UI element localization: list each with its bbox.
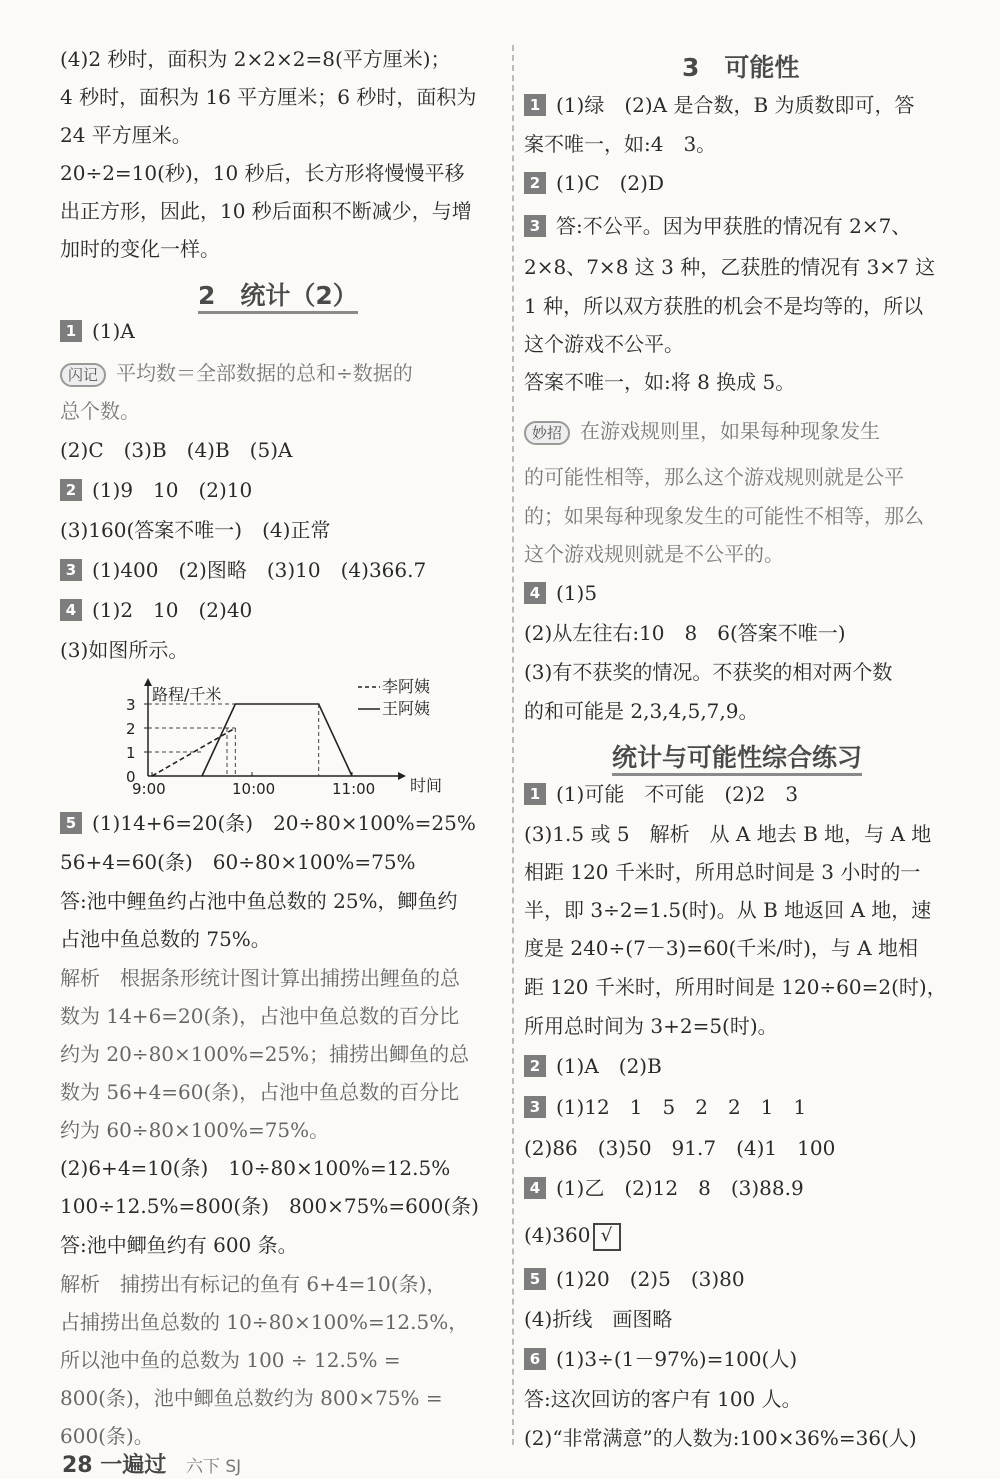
tip-badge: 妙招 — [524, 421, 570, 445]
question-number: 1 — [524, 783, 546, 805]
text-line: 半，即 3÷2=1.5(时)。从 B 地返回 A 地，速 — [524, 898, 932, 922]
analysis-line: 所以池中鱼的总数为 100 ÷ 12.5% = — [60, 1348, 401, 1372]
question-3: 3 (1)400 (2)图略 (3)10 (4)366.7 — [60, 557, 426, 583]
analysis-line: 数为 56+4=60(条)，占池中鱼总数的百分比 — [60, 1080, 460, 1104]
legend-label: 李阿姨 — [382, 677, 431, 696]
question-4: 4 (1)乙 (2)12 8 (3)88.9 — [524, 1175, 804, 1201]
analysis-line: 解析 根据条形统计图计算出捕捞出鲤鱼的总 — [60, 966, 460, 990]
text-line: (2)“非常满意”的人数为:100×36%=36(人) — [524, 1426, 917, 1450]
question-4: 4 (1)5 — [524, 580, 597, 606]
text-line: 2×8、7×8 这 3 种，乙获胜的情况有 3×7 这 — [524, 255, 936, 279]
question-number: 6 — [524, 1348, 546, 1370]
question-4: 4 (1)2 10 (2)40 — [60, 597, 252, 623]
text-line: 答:池中鲫鱼约有 600 条。 — [60, 1233, 298, 1257]
section-title: 统计与可能性综合练习 — [612, 738, 862, 774]
text-line: 56+4=60(条) 60÷80×100%=75% — [60, 850, 416, 874]
text-line: (2)6+4=10(条) 10÷80×100%=12.5% — [60, 1156, 451, 1180]
question-number: 4 — [524, 582, 546, 604]
question-2: 2 (1)A (2)B — [524, 1053, 662, 1079]
text-line: 所用总时间为 3+2=5(时)。 — [524, 1014, 778, 1038]
text-line: (4)360 √ — [524, 1222, 621, 1251]
column-divider — [512, 45, 514, 1445]
analysis-line: 解析 捕捞出有标记的鱼有 6+4=10(条)， — [60, 1272, 447, 1296]
page-number: 28 — [62, 1453, 93, 1478]
text-line: 加时的变化一样。 — [60, 237, 220, 261]
question-3: 3 答:不公平。因为甲获胜的情况有 2×7、 — [524, 213, 911, 239]
text-line: (2)从左往右:10 8 6(答案不唯一) — [524, 621, 846, 645]
legend-label: 王阿姨 — [382, 699, 431, 718]
tip-line: 闪记 平均数＝全部数据的总和÷数据的 — [60, 360, 413, 387]
question-number: 5 — [60, 812, 82, 834]
text-line: 案不唯一，如:4 3。 — [524, 132, 717, 156]
page-footer — [62, 1448, 241, 1479]
tip-line: 这个游戏规则就是不公平的。 — [524, 542, 784, 566]
question-1: 1 (1)A — [60, 318, 135, 344]
y-tick-label: 3 — [126, 696, 136, 714]
analysis-line: 数为 14+6=20(条)，占池中鱼总数的百分比 — [60, 1004, 460, 1028]
y-tick-label: 1 — [126, 744, 136, 762]
text-line: 20÷2=10(秒)，10 秒后，长方形将慢慢平移 — [60, 161, 465, 185]
question-2: 2 (1)C (2)D — [524, 170, 664, 196]
brand-name: 一遍过 — [100, 1453, 167, 1478]
question-1: 1 (1)绿 (2)A 是合数，B 为质数即可，答 — [524, 92, 915, 118]
question-2: 2 (1)9 10 (2)10 — [60, 477, 252, 503]
question-number: 2 — [524, 172, 546, 194]
x-tick-label: 10:00 — [232, 780, 276, 798]
edition-label: 六下 SJ — [185, 1457, 242, 1477]
text-line: 答案不唯一，如:将 8 换成 5。 — [524, 370, 796, 394]
question-number: 3 — [524, 215, 546, 237]
section-title: 3 可能性 — [682, 53, 800, 82]
x-axis-arrow — [398, 772, 406, 780]
question-number: 2 — [524, 1055, 546, 1077]
question-number: 5 — [524, 1268, 546, 1290]
text-line: (2)C (3)B (4)B (5)A — [60, 438, 293, 462]
x-tick-label: 9:00 — [132, 780, 166, 798]
text-line: 1 种，所以双方获胜的机会不是均等的，所以 — [524, 294, 924, 318]
tip-line: 总个数。 — [60, 399, 140, 423]
question-1: 1 (1)可能 不可能 (2)2 3 — [524, 781, 798, 807]
question-number: 4 — [60, 599, 82, 621]
text-line: 答:这次回访的客户有 100 人。 — [524, 1387, 802, 1411]
question-3: 3 (1)12 1 5 2 2 1 1 — [524, 1094, 806, 1120]
tip-line: 妙招 在游戏规则里，如果每种现象发生 — [524, 418, 880, 445]
analysis-line: 600(条)。 — [60, 1424, 154, 1448]
analysis-line: 约为 20÷80×100%=25%；捕捞出鲫鱼的总 — [60, 1042, 470, 1066]
x-axis-label: 时间 — [410, 776, 443, 795]
y-tick-label: 0 — [126, 768, 136, 786]
tip-line: 的可能性相等，那么这个游戏规则就是公平 — [524, 465, 904, 489]
question-6: 6 (1)3÷(1－97%)=100(人) — [524, 1346, 797, 1372]
text-line: (3)有不获奖的情况。不获奖的相对两个数 — [524, 660, 893, 684]
text-line: 答:池中鲤鱼约占池中鱼总数的 25%，鲫鱼约 — [60, 889, 458, 913]
question-number: 1 — [524, 94, 546, 116]
y-tick-label: 2 — [126, 720, 136, 738]
x-tick-label: 11:00 — [332, 780, 376, 798]
question-number: 2 — [60, 479, 82, 501]
series-line-王阿姨 — [202, 704, 352, 776]
y-axis-label: 路程/千米 — [152, 685, 222, 704]
text-line: (2)86 (3)50 91.7 (4)1 100 — [524, 1136, 836, 1160]
text-line: (3)1.5 或 5 解析 从 A 地去 B 地，与 A 地 — [524, 822, 932, 846]
distance-time-chart — [112, 676, 452, 806]
question-number: 4 — [524, 1177, 546, 1199]
text-line: 4 秒时，面积为 16 平方厘米；6 秒时，面积为 — [60, 85, 477, 109]
analysis-line: 占捕捞出鱼总数的 10÷80×100%=12.5%， — [60, 1310, 469, 1334]
text-line: 的和可能是 2,3,4,5,7,9。 — [524, 699, 759, 723]
text-line: 24 平方厘米。 — [60, 123, 192, 147]
text-line: (3)如图所示。 — [60, 638, 189, 662]
text-line: (4)2 秒时，面积为 2×2×2=8(平方厘米)； — [60, 47, 451, 71]
question-number: 3 — [524, 1096, 546, 1118]
question-number: 1 — [60, 320, 82, 342]
text-line: 距 120 千米时，所用时间是 120÷60=2(时)， — [524, 975, 947, 999]
text-line: 出正方形，因此，10 秒后面积不断减少，与增 — [60, 199, 472, 223]
text-line: 相距 120 千米时，所用总时间是 3 小时的一 — [524, 860, 921, 884]
check-box: √ — [593, 1223, 621, 1251]
tip-line: 的；如果每种现象发生的可能性不相等，那么 — [524, 504, 924, 528]
text-line: (3)160(答案不唯一) (4)正常 — [60, 518, 331, 542]
analysis-line: 800(条)，池中鲫鱼总数约为 800×75% = — [60, 1386, 443, 1410]
text-line: 这个游戏不公平。 — [524, 332, 684, 356]
text-line: 度是 240÷(7－3)=60(千米/时)，与 A 地相 — [524, 936, 919, 960]
question-5: 5 (1)14+6=20(条) 20÷80×100%=25% — [60, 810, 476, 836]
question-number: 3 — [60, 559, 82, 581]
section-title: 2 统计（2） — [198, 276, 358, 312]
tip-badge: 闪记 — [60, 363, 106, 387]
text-line: 100÷12.5%=800(条) 800×75%=600(条) — [60, 1194, 479, 1218]
text-line: 占池中鱼总数的 75%。 — [60, 927, 271, 951]
y-axis-arrow — [144, 678, 152, 686]
analysis-line: 约为 60÷80×100%=75%。 — [60, 1118, 330, 1142]
text-line: (4)折线 画图略 — [524, 1307, 673, 1331]
question-5: 5 (1)20 (2)5 (3)80 — [524, 1266, 745, 1292]
